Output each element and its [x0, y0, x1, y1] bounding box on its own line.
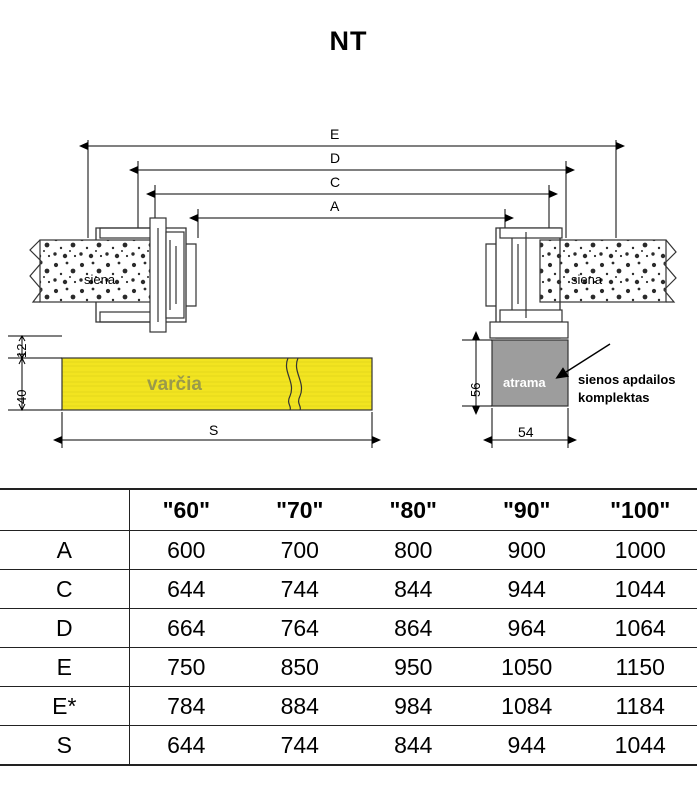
- table-cell: 1064: [583, 609, 697, 648]
- table-row: [0, 726, 697, 766]
- table-cell: 900: [470, 531, 583, 570]
- table-cell: 950: [357, 648, 470, 687]
- table-column-header: "100": [583, 489, 697, 531]
- table-cell: 1050: [470, 648, 583, 687]
- table-column-header: "90": [470, 489, 583, 531]
- page-title: NT: [329, 26, 368, 56]
- table-cell: 1000: [583, 531, 697, 570]
- table-cell: 800: [357, 531, 470, 570]
- table-cell: 844: [357, 726, 470, 766]
- table-cell: 864: [357, 609, 470, 648]
- table-cell: 1044: [583, 726, 697, 766]
- table-row: [0, 648, 697, 687]
- row-label: D: [0, 609, 129, 648]
- stop-label: atrama: [503, 375, 546, 390]
- wall-label-left: siena: [84, 272, 116, 287]
- table-cell: 600: [129, 531, 243, 570]
- table-row: [0, 570, 697, 609]
- wall-label-right: siena: [571, 272, 603, 287]
- table-row: [0, 609, 697, 648]
- dimension-label-C: C: [330, 174, 341, 190]
- table-row: [0, 531, 697, 570]
- wall-trim-callout-line1: sienos apdailos: [578, 372, 676, 387]
- dimension-label-40: 40: [14, 389, 29, 404]
- table-header-row: [0, 489, 697, 531]
- dimension-label-E: E: [330, 126, 340, 142]
- dimension-label-54: 54: [518, 424, 534, 440]
- table-column-header: "70": [243, 489, 356, 531]
- table-cell: 884: [243, 687, 356, 726]
- table-cell: 844: [357, 570, 470, 609]
- table-cell: 644: [129, 570, 243, 609]
- table-cell: 1084: [470, 687, 583, 726]
- table-cell: 944: [470, 570, 583, 609]
- dimension-label-A: A: [330, 198, 340, 214]
- table-cell: 700: [243, 531, 356, 570]
- table-cell: 1150: [583, 648, 697, 687]
- table-cell: 984: [357, 687, 470, 726]
- table-cell: 750: [129, 648, 243, 687]
- specification-table: [0, 488, 697, 766]
- specification-table-wrapper: [0, 488, 697, 766]
- table-cell: 664: [129, 609, 243, 648]
- table-cell: 744: [243, 570, 356, 609]
- table-cell: 964: [470, 609, 583, 648]
- table-cell: 1184: [583, 687, 697, 726]
- table-column-header: "80": [357, 489, 470, 531]
- row-label: E: [0, 648, 129, 687]
- row-label: A: [0, 531, 129, 570]
- table-cell: 944: [470, 726, 583, 766]
- table-cell: 644: [129, 726, 243, 766]
- dimension-label-12: 12: [14, 343, 29, 358]
- row-label: S: [0, 726, 129, 766]
- table-cell: 784: [129, 687, 243, 726]
- dimension-label-D: D: [330, 150, 341, 166]
- table-row: [0, 687, 697, 726]
- dimension-label-56: 56: [468, 382, 483, 397]
- row-label: E*: [0, 687, 129, 726]
- table-cell: 850: [243, 648, 356, 687]
- table-corner-cell: [0, 489, 129, 531]
- leaf-label: varčia: [147, 374, 202, 395]
- table-cell: 744: [243, 726, 356, 766]
- wall-trim-callout-line2: komplektas: [578, 390, 650, 405]
- table-column-header: "60": [129, 489, 243, 531]
- table-cell: 764: [243, 609, 356, 648]
- dimension-label-S: S: [209, 422, 219, 438]
- row-label: C: [0, 570, 129, 609]
- table-cell: 1044: [583, 570, 697, 609]
